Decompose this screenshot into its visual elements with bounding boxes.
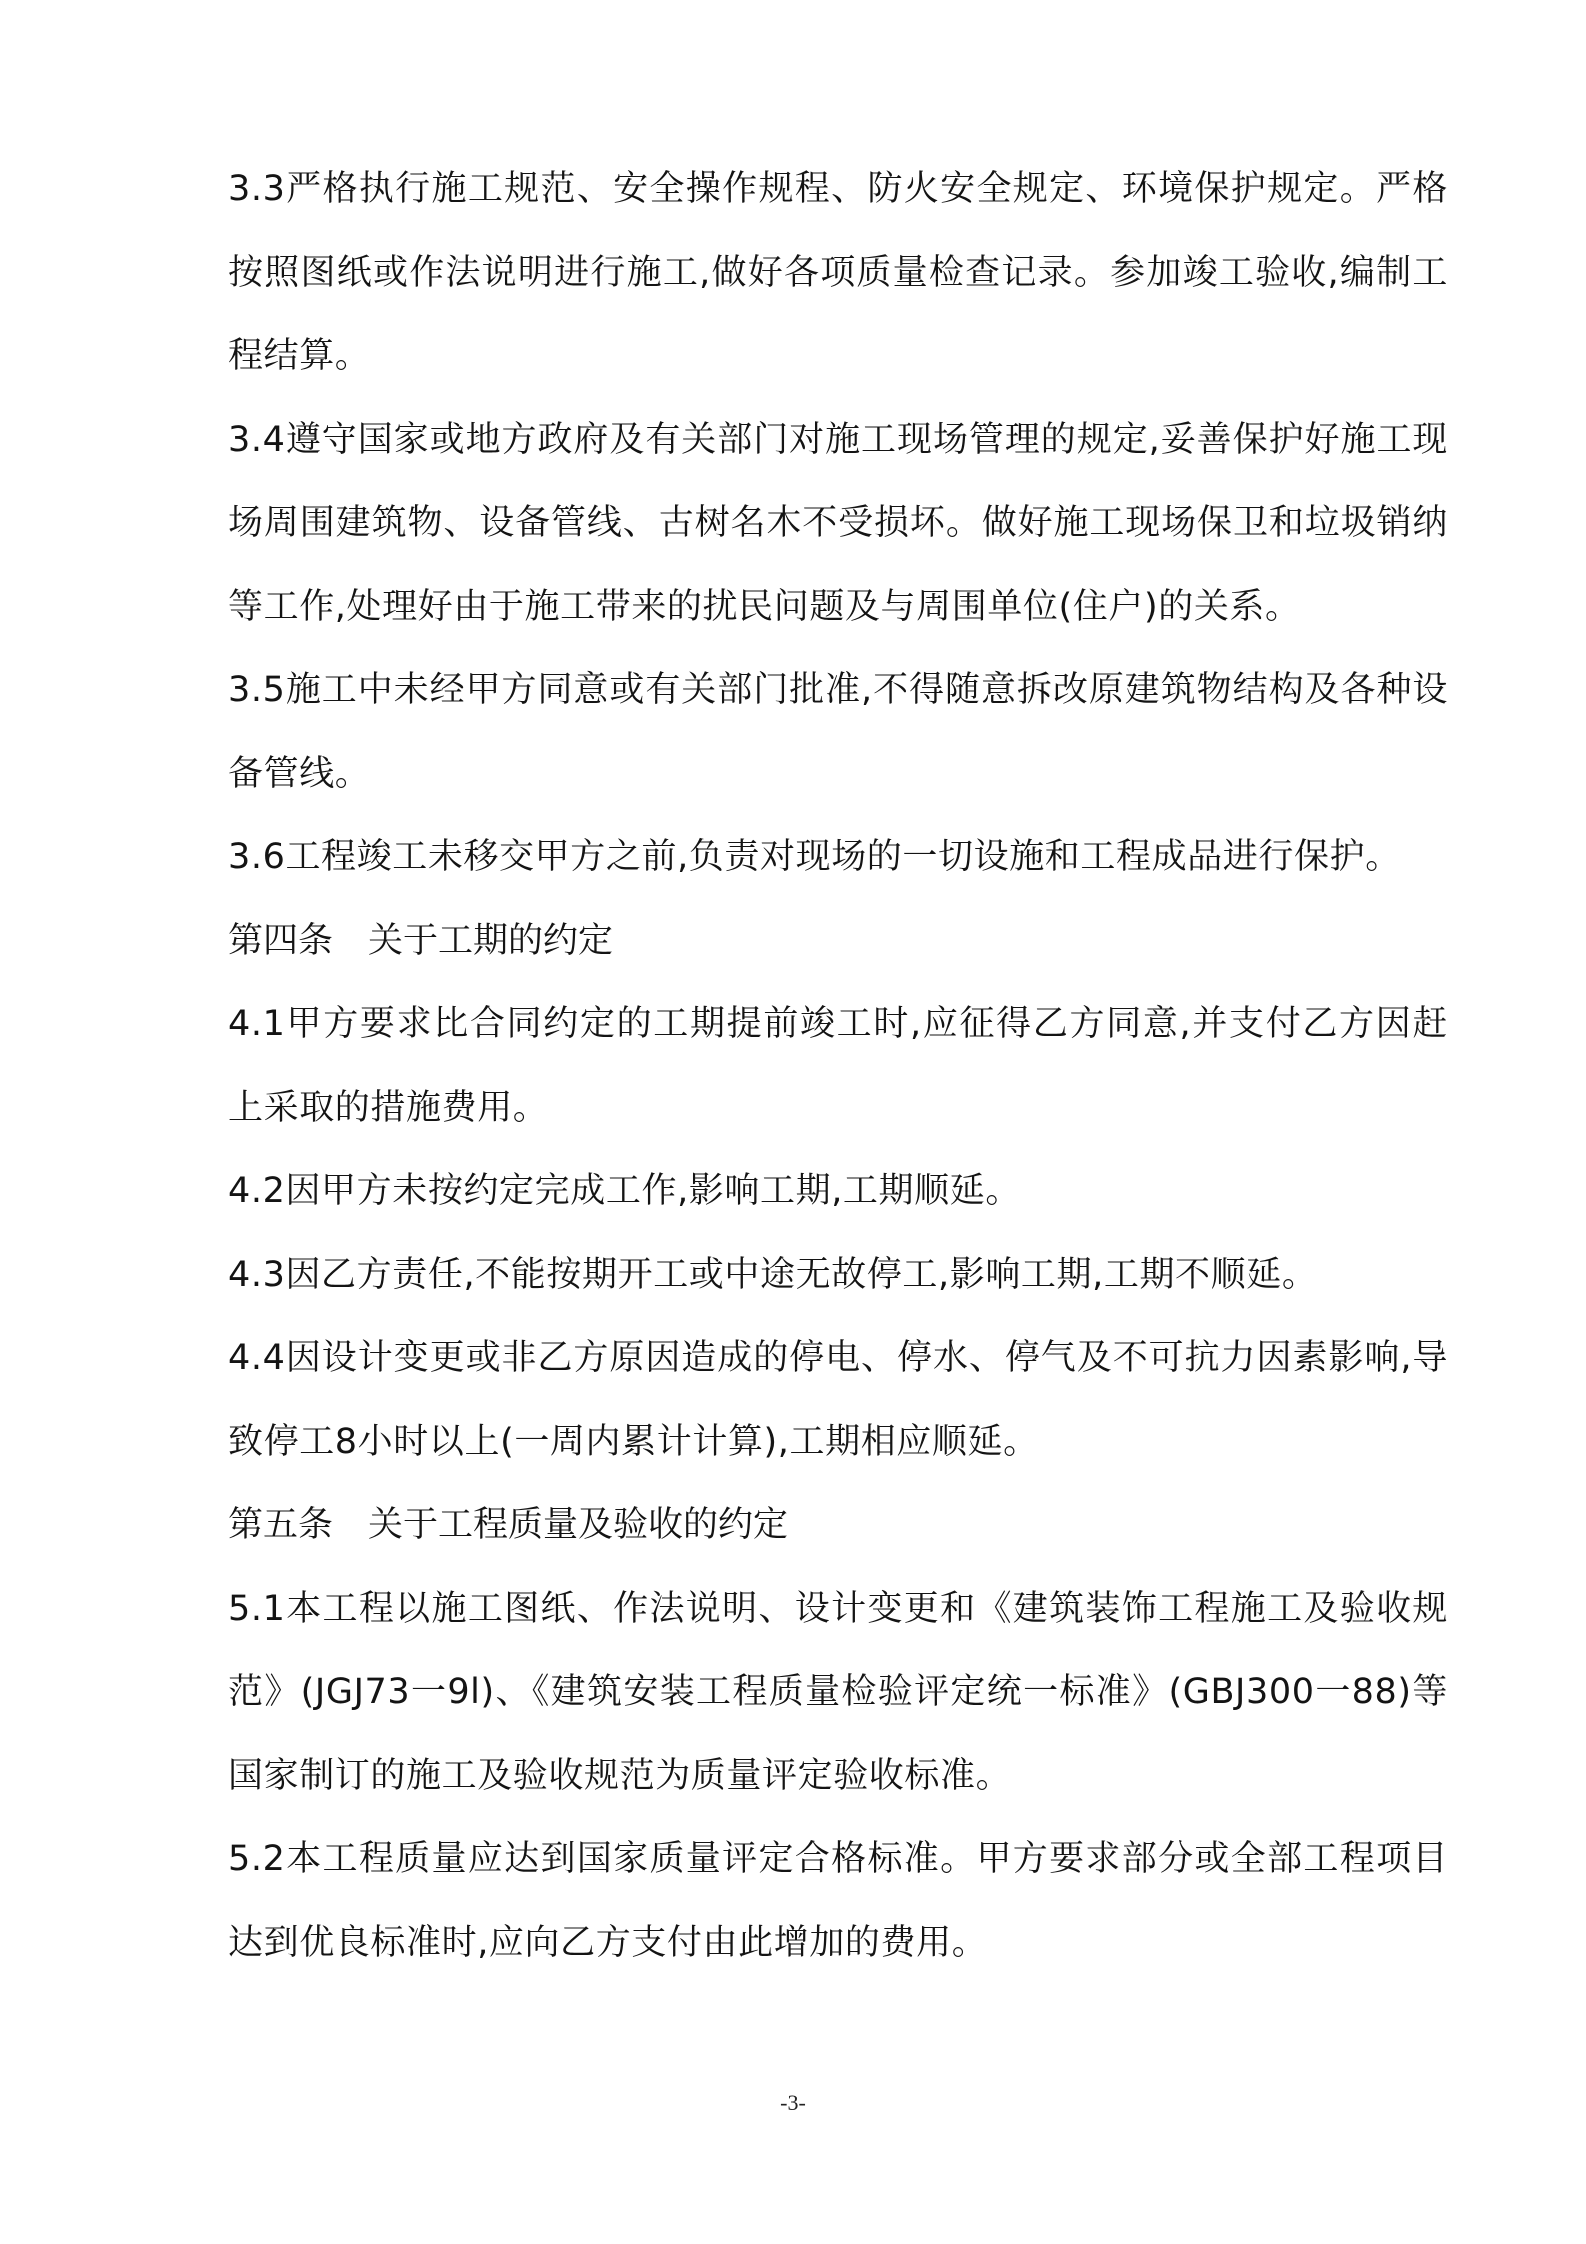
paragraph-4-4: 4.4因设计变更或非乙方原因造成的停电、停水、停气及不可抗力因素影响,导致停工8小时以上(一周内累计计算),工期相应顺延。: [228, 1338, 1448, 1462]
paragraph-4-1: 4.1甲方要求比合同约定的工期提前竣工时,应征得乙方同意,并支付乙方因赶上采取的措施费用。: [228, 1004, 1448, 1128]
paragraph-4-2: 4.2因甲方未按约定完成工作,影响工期,工期顺延。: [228, 1171, 1021, 1211]
paragraph-3-4: 3.4遵守国家或地方政府及有关部门对施工现场管理的规定,妥善保护好施工现场周围建筑物、设备管线、古树名木不受损坏。做好施工现场保卫和垃圾销纳等工作,处理好由于施工带来的扰民问题及与周围单位(住户)的关系。: [228, 419, 1448, 627]
section-heading-article-4: 第四条 关于工期的约定: [228, 920, 614, 961]
paragraph-3-5: 3.5施工中未经甲方同意或有关部门批准,不得随意拆改原建筑物结构及各种设备管线。: [228, 670, 1448, 794]
paragraph-5-1: 5.1本工程以施工图纸、作法说明、设计变更和《建筑装饰工程施工及验收规范》(JGJ73一9l)、《建筑安装工程质量检验评定统一标准》(GBJ300一88)等国家制订的施工及验收规范为质量评定验收标准。: [228, 1588, 1448, 1796]
paragraph-3-6: 3.6工程竣工未移交甲方之前,负责对现场的一切设施和工程成品进行保护。: [228, 837, 1401, 877]
paragraph-5-2: 5.2本工程质量应达到国家质量评定合格标准。甲方要求部分或全部工程项目达到优良标准时,应向乙方支付由此增加的费用。: [228, 1839, 1448, 1963]
section-heading-article-5: 第五条 关于工程质量及验收的约定: [228, 1505, 789, 1545]
page-number: -3-: [780, 2090, 806, 2115]
paragraph-4-3: 4.3因乙方责任,不能按期开工或中途无故停工,影响工期,工期不顺延。: [228, 1254, 1318, 1295]
paragraph-3-3: 3.3严格执行施工规范、安全操作规程、防火安全规定、环境保护规定。严格按照图纸或作法说明进行施工,做好各项质量检查记录。参加竣工验收,编制工程结算。: [228, 169, 1448, 376]
document-body: [228, 148, 1448, 1985]
